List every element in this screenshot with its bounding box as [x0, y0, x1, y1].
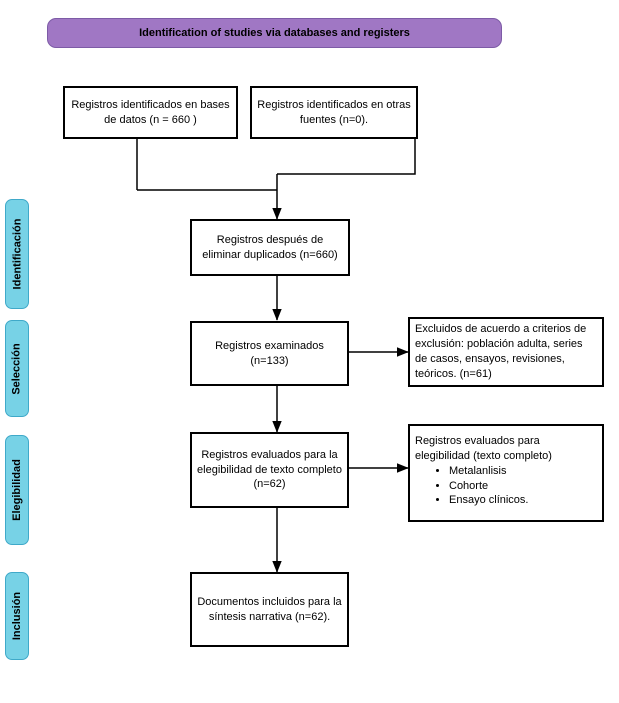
- box-fulltext-list-items: [415, 464, 597, 509]
- box-records-other-sources: Registros identificados en otras fuentes (n=0).: [250, 86, 418, 139]
- phase-label-seleccion-text: Selección: [11, 342, 24, 395]
- phase-label-inclusion-text: Inclusión: [11, 591, 23, 641]
- phase-label-identificacion-text: Identificación: [11, 218, 23, 290]
- box-records-after-duplicates: Registros después de eliminar duplicados (n=660): [190, 219, 350, 276]
- phase-label-inclusion: [5, 572, 29, 660]
- phase-label-elegibilidad-text: Elegibilidad: [11, 459, 24, 521]
- phase-label-identificacion: [5, 199, 29, 309]
- list-item: • Ensayo clínicos.: [449, 493, 597, 508]
- header-banner: Identification of studies via databases and registers: [47, 18, 502, 48]
- box-records-screened: Registros examinados (n=133): [190, 321, 349, 386]
- box-documents-included: Documentos incluidos para la síntesis narrativa (n=62).: [190, 572, 349, 647]
- box-records-excluded: Excluidos de acuerdo a criterios de exclusión: población adulta, series de casos, ensayos, revisiones, teóricos. (n=61): [408, 317, 604, 387]
- box-fulltext-list: [408, 424, 604, 522]
- box-records-databases: Registros identificados en bases de datos (n = 660 ): [63, 86, 238, 139]
- phase-label-elegibilidad: [5, 435, 29, 545]
- box-fulltext-list-title: Registros evaluados para elegibilidad (texto completo): [415, 435, 552, 462]
- phase-label-seleccion: [5, 320, 29, 417]
- box-fulltext-assessed: Registros evaluados para la elegibilidad de texto completo (n=62): [190, 432, 349, 508]
- list-item: • Cohorte: [449, 479, 597, 494]
- list-item: • Metalanlisis: [449, 464, 597, 479]
